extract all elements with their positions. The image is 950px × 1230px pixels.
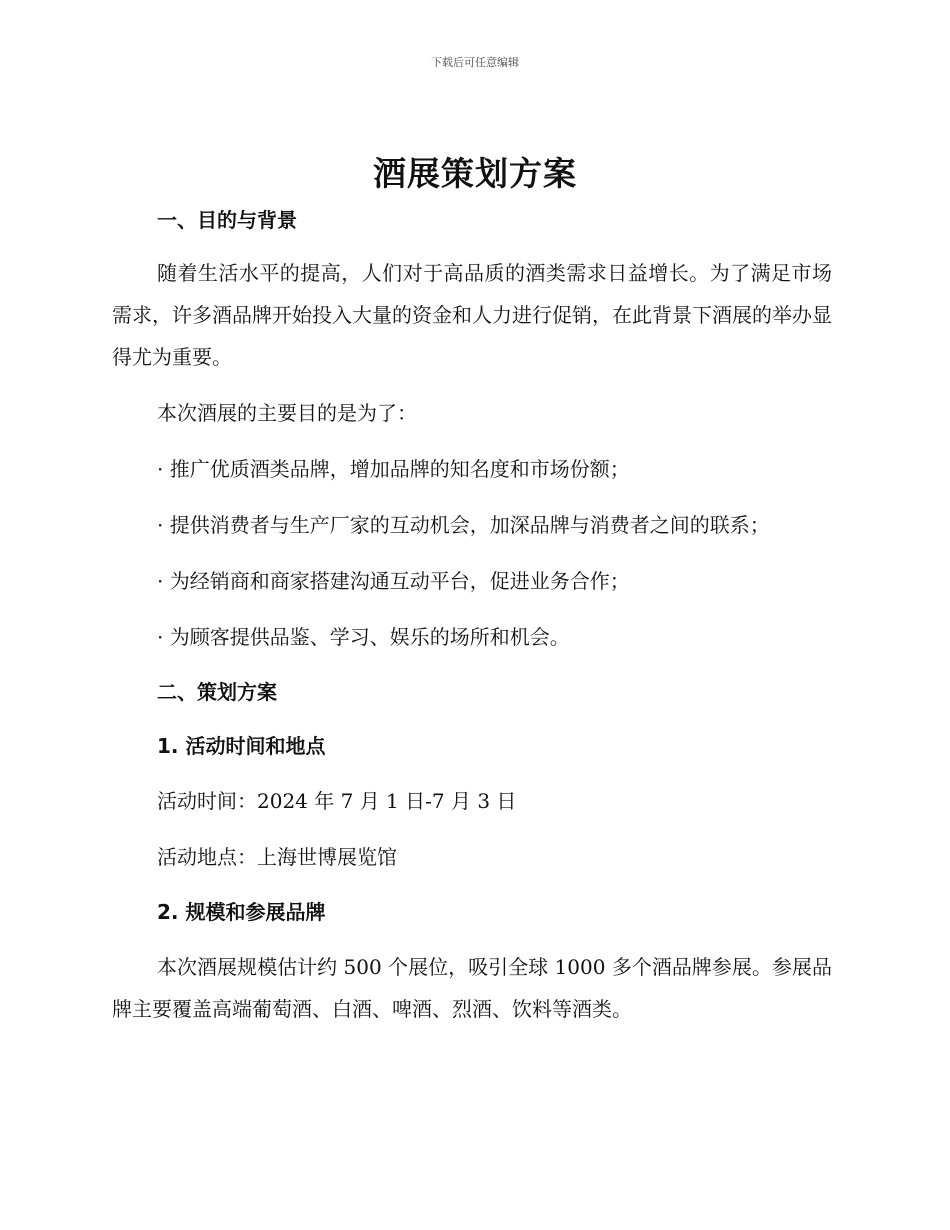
bullet-item: · 为经销商和商家搭建沟通互动平台，促进业务合作； (157, 569, 630, 593)
subsection-1-heading: 1. 活动时间和地点 (157, 734, 326, 758)
document-title: 酒展策划方案 (373, 154, 577, 193)
bullet-item: · 为顾客提供品鉴、学习、娱乐的场所和机会。 (157, 625, 570, 649)
section-1-paragraph-2: 本次酒展的主要目的是为了： (157, 401, 417, 425)
activity-time: 活动时间：2024 年 7 月 1 日-7 月 3 日 (157, 789, 517, 813)
document-body (112, 200, 832, 1030)
activity-place: 活动地点：上海世博展览馆 (157, 845, 397, 869)
bullet-item: · 提供消费者与生产厂家的互动机会，加深品牌与消费者之间的联系； (157, 513, 770, 537)
subsection-2-paragraph: 本次酒展规模估计约 500 个展位，吸引全球 1000 多个酒品牌参展。参展品牌主要覆盖高端葡萄酒、白酒、啤酒、烈酒、饮料等酒类。 (112, 955, 832, 1021)
header-note: 下载后可任意编辑 (431, 56, 519, 69)
subsection-2-heading: 2. 规模和参展品牌 (157, 900, 326, 924)
section-2-heading: 二、策划方案 (157, 680, 277, 704)
section-1-paragraph-1: 随着生活水平的提高，人们对于高品质的酒类需求日益增长。为了满足市场需求，许多酒品牌开始投入大量的资金和人力进行促销，在此背景下酒展的举办显得尤为重要。 (112, 261, 832, 369)
bullet-item: · 推广优质酒类品牌，增加品牌的知名度和市场份额； (157, 457, 630, 481)
section-1-heading: 一、目的与背景 (157, 208, 297, 232)
